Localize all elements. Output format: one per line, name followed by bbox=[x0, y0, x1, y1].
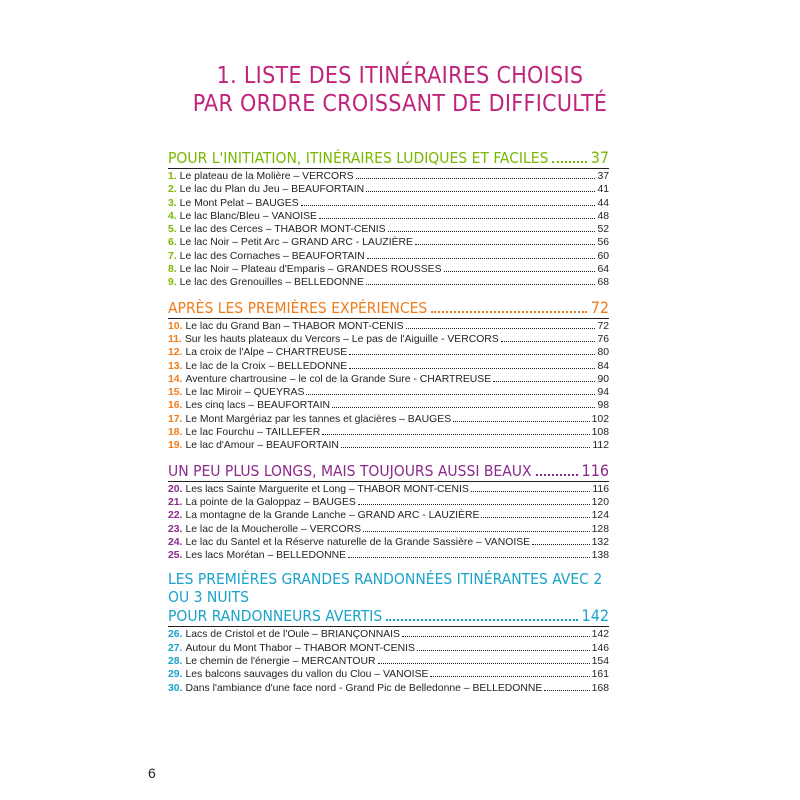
entry-number: 23. bbox=[168, 523, 183, 535]
entry-page: 44 bbox=[597, 197, 609, 209]
toc-entry[interactable] bbox=[168, 549, 609, 562]
entry-page: 48 bbox=[597, 210, 609, 222]
entry-page: 161 bbox=[591, 669, 609, 681]
toc-section bbox=[168, 453, 609, 563]
entry-number: 5. bbox=[168, 224, 177, 236]
toc-entry[interactable] bbox=[168, 682, 609, 695]
entry-title: Le lac Noir – Plateau d'Emparis – GRANDES ROUSSES bbox=[179, 264, 442, 276]
toc-entry[interactable] bbox=[168, 655, 609, 668]
dot-leader bbox=[453, 421, 590, 422]
entry-page: 41 bbox=[597, 184, 609, 196]
entry-number: 6. bbox=[168, 237, 177, 249]
dot-leader bbox=[415, 244, 595, 245]
entry-title: Dans l'ambiance d'une face nord - Grand Pic de Belledonne – BELLEDONNE bbox=[185, 682, 543, 694]
dot-leader bbox=[366, 191, 595, 192]
dot-leader bbox=[349, 368, 595, 369]
entry-title: Le lac Noir – Petit Arc – GRAND ARC - LAUZIÈRE bbox=[179, 237, 413, 249]
entry-title: Le Mont Pelat – BAUGES bbox=[179, 197, 299, 209]
toc-entry[interactable] bbox=[168, 399, 609, 412]
entry-number: 19. bbox=[168, 440, 183, 452]
dot-leader bbox=[366, 284, 596, 285]
entry-page: 64 bbox=[597, 264, 609, 276]
entry-title: Lacs de Cristol et de l'Oule – BRIANÇONNAIS bbox=[185, 629, 400, 641]
toc-entry[interactable] bbox=[168, 642, 609, 655]
entry-number: 26. bbox=[168, 629, 183, 641]
section-heading bbox=[168, 298, 609, 317]
entry-page: 98 bbox=[597, 400, 609, 412]
toc-section bbox=[168, 148, 609, 290]
dot-leader bbox=[493, 381, 595, 382]
entry-title: Le chemin de l'énergie – MERCANTOUR bbox=[185, 656, 376, 668]
toc-entry[interactable] bbox=[168, 346, 609, 359]
entry-title: Le lac d'Amour – BEAUFORTAIN bbox=[185, 440, 339, 452]
toc-entry[interactable] bbox=[168, 439, 609, 452]
entry-number: 9. bbox=[168, 277, 177, 289]
dot-leader bbox=[332, 407, 595, 408]
dot-leader bbox=[552, 161, 586, 163]
entry-number: 8. bbox=[168, 264, 177, 276]
entry-page: 142 bbox=[591, 629, 609, 641]
toc-entry[interactable] bbox=[168, 483, 609, 496]
section-page: 72 bbox=[590, 297, 609, 317]
dot-leader bbox=[430, 676, 589, 677]
entry-number: 12. bbox=[168, 347, 183, 359]
section-heading bbox=[168, 606, 609, 625]
toc-entry[interactable] bbox=[168, 496, 609, 509]
entry-title: Le lac des Cornaches – BEAUFORTAIN bbox=[179, 250, 365, 262]
entry-title: Les lacs Sainte Marguerite et Long – THABOR MONT-CENIS bbox=[185, 483, 469, 495]
entry-title: Le lac de la Croix – BELLEDONNE bbox=[185, 360, 348, 372]
toc-entry[interactable] bbox=[168, 263, 609, 276]
page-title bbox=[0, 62, 800, 118]
toc-entry[interactable] bbox=[168, 523, 609, 536]
toc-section bbox=[168, 562, 609, 694]
section-heading-line: LES PREMIÈRES GRANDES RANDONNÉES ITINÉRANTES AVEC 2 OU 3 NUITS bbox=[168, 570, 603, 607]
dot-leader bbox=[481, 517, 589, 518]
entry-number: 20. bbox=[168, 483, 183, 495]
entry-page: 132 bbox=[591, 536, 609, 548]
entry-page: 60 bbox=[597, 250, 609, 262]
toc-entry[interactable] bbox=[168, 197, 609, 210]
section-heading bbox=[168, 461, 609, 480]
dot-leader bbox=[319, 218, 596, 219]
section-rule bbox=[168, 168, 609, 169]
toc-entry[interactable] bbox=[168, 170, 609, 183]
dot-leader bbox=[356, 178, 596, 179]
dot-leader bbox=[386, 619, 577, 621]
toc-entry[interactable] bbox=[168, 360, 609, 373]
title-line-1: 1. LISTE DES ITINÉRAIRES CHOISIS bbox=[216, 63, 584, 89]
entry-number: 16. bbox=[168, 400, 183, 412]
dot-leader bbox=[431, 311, 586, 313]
entry-page: 128 bbox=[591, 523, 609, 535]
dot-leader bbox=[402, 636, 590, 637]
entry-page: 108 bbox=[591, 427, 609, 439]
entry-title: Aventure chartrousine – le col de la Grande Sure - CHARTREUSE bbox=[185, 373, 492, 385]
section-heading-text: POUR L'INITIATION, ITINÉRAIRES LUDIQUES ET FACILES bbox=[168, 149, 549, 167]
entry-page: 52 bbox=[597, 224, 609, 236]
toc-entry[interactable] bbox=[168, 373, 609, 386]
section-heading-text: APRÈS LES PREMIÈRES EXPÉRIENCES bbox=[168, 298, 428, 317]
entry-number: 10. bbox=[168, 320, 183, 332]
entry-title: Le lac des Cerces – THABOR MONT-CENIS bbox=[179, 224, 386, 236]
toc-entry[interactable] bbox=[168, 333, 609, 346]
entry-title: Les cinq lacs – BEAUFORTAIN bbox=[185, 400, 331, 412]
entry-page: 37 bbox=[597, 171, 609, 182]
section-page: 142 bbox=[581, 606, 609, 626]
entry-title: Le lac des Grenouilles – BELLEDONNE bbox=[179, 277, 364, 289]
entry-title: La montagne de la Grande Lanche – GRAND ARC - LAUZIÈRE bbox=[185, 510, 480, 522]
entry-page: 112 bbox=[592, 440, 609, 452]
toc-entry[interactable] bbox=[168, 413, 609, 426]
dot-leader bbox=[301, 205, 596, 206]
entry-title: Le lac de la Moucherolle – VERCORS bbox=[185, 523, 362, 535]
entry-page: 124 bbox=[591, 510, 609, 522]
dot-leader bbox=[306, 394, 595, 395]
dot-leader bbox=[349, 354, 595, 355]
dot-leader bbox=[501, 341, 596, 342]
dot-leader bbox=[378, 663, 590, 664]
entry-title: Le Mont Margériaz par les tannes et glacières – BAUGES bbox=[185, 413, 452, 425]
table-of-contents bbox=[168, 148, 609, 695]
dot-leader bbox=[417, 650, 590, 651]
entry-number: 1. bbox=[168, 171, 177, 182]
toc-entry[interactable] bbox=[168, 509, 609, 522]
entry-title: Le lac Miroir – QUEYRAS bbox=[185, 387, 305, 399]
section-rule bbox=[168, 481, 609, 482]
entry-number: 2. bbox=[168, 184, 177, 196]
entry-number: 30. bbox=[168, 682, 183, 694]
toc-entry[interactable] bbox=[168, 276, 609, 289]
entry-number: 17. bbox=[168, 413, 183, 425]
section-gap bbox=[168, 453, 609, 461]
entry-title: La pointe de la Galoppaz – BAUGES bbox=[185, 496, 356, 508]
section-page: 116 bbox=[581, 460, 609, 480]
toc-section bbox=[168, 290, 609, 453]
section-gap bbox=[168, 290, 609, 298]
page-number: 6 bbox=[148, 765, 156, 781]
entry-number: 11. bbox=[168, 333, 182, 345]
entry-page: 94 bbox=[597, 387, 609, 399]
entry-page: 146 bbox=[591, 642, 609, 654]
entry-page: 168 bbox=[591, 682, 609, 694]
dot-leader bbox=[406, 328, 596, 329]
entry-page: 84 bbox=[597, 360, 609, 372]
entry-page: 138 bbox=[591, 550, 609, 562]
toc-entry[interactable] bbox=[168, 223, 609, 236]
entry-page: 120 bbox=[591, 496, 609, 508]
entry-page: 116 bbox=[592, 483, 609, 495]
entry-number: 14. bbox=[168, 373, 183, 385]
entry-page: 154 bbox=[591, 656, 609, 668]
entry-title: Autour du Mont Thabor – THABOR MONT-CENIS bbox=[185, 642, 415, 654]
section-heading bbox=[168, 148, 609, 167]
entry-number: 15. bbox=[168, 387, 183, 399]
toc-entry[interactable] bbox=[168, 183, 609, 196]
entry-number: 22. bbox=[168, 510, 183, 522]
dot-leader bbox=[388, 231, 596, 232]
toc-entry[interactable] bbox=[168, 668, 609, 681]
dot-leader bbox=[544, 690, 589, 691]
entry-page: 80 bbox=[597, 347, 609, 359]
entry-number: 28. bbox=[168, 656, 183, 668]
dot-leader bbox=[322, 434, 589, 435]
entry-number: 27. bbox=[168, 642, 183, 654]
entry-title: Le lac du Grand Ban – THABOR MONT-CENIS bbox=[185, 320, 404, 332]
dot-leader bbox=[363, 531, 590, 532]
dot-leader bbox=[471, 491, 591, 492]
section-heading-text: UN PEU PLUS LONGS, MAIS TOUJOURS AUSSI BEAUX bbox=[168, 461, 532, 480]
toc-entry[interactable] bbox=[168, 236, 609, 249]
entry-page: 76 bbox=[597, 333, 609, 345]
toc-entry[interactable] bbox=[168, 536, 609, 549]
entry-page: 56 bbox=[597, 237, 609, 249]
section-rule bbox=[168, 318, 609, 319]
entry-title: Le lac Fourchu – TAILLEFER bbox=[185, 427, 321, 439]
entry-title: Le plateau de la Molière – VERCORS bbox=[179, 171, 354, 182]
toc-entry[interactable] bbox=[168, 628, 609, 641]
entry-number: 21. bbox=[168, 496, 183, 508]
toc-entry[interactable] bbox=[168, 386, 609, 399]
entry-page: 102 bbox=[591, 413, 609, 425]
toc-entry[interactable] bbox=[168, 210, 609, 223]
dot-leader bbox=[532, 544, 590, 545]
entry-number: 18. bbox=[168, 427, 183, 439]
title-line-2: PAR ORDRE CROISSANT DE DIFFICULTÉ bbox=[192, 91, 608, 117]
entry-page: 90 bbox=[597, 373, 609, 385]
entry-number: 29. bbox=[168, 669, 183, 681]
entry-page: 72 bbox=[597, 320, 609, 332]
entry-title: La croix de l'Alpe – CHARTREUSE bbox=[185, 347, 348, 359]
entry-number: 25. bbox=[168, 550, 183, 562]
entry-title: Le lac Blanc/Bleu – VANOISE bbox=[179, 210, 317, 222]
entry-title: Le lac du Plan du Jeu – BEAUFORTAIN bbox=[179, 184, 365, 196]
entry-number: 4. bbox=[168, 210, 177, 222]
entry-title: Sur les hauts plateaux du Vercors – Le pas de l'Aiguille - VERCORS bbox=[184, 333, 499, 345]
entry-number: 13. bbox=[168, 360, 183, 372]
entry-number: 7. bbox=[168, 250, 177, 262]
entry-title: Les balcons sauvages du vallon du Clou – VANOISE bbox=[185, 669, 429, 681]
toc-entry[interactable] bbox=[168, 250, 609, 263]
entry-title: Le lac du Santel et la Réserve naturelle de la Grande Sassière – VANOISE bbox=[185, 536, 531, 548]
section-page: 37 bbox=[590, 148, 609, 167]
dot-leader bbox=[444, 271, 596, 272]
section-heading-text: POUR RANDONNEURS AVERTIS bbox=[168, 607, 383, 626]
dot-leader bbox=[536, 474, 578, 476]
toc-entry[interactable] bbox=[168, 426, 609, 439]
entry-number: 24. bbox=[168, 536, 183, 548]
dot-leader bbox=[367, 258, 596, 259]
entry-number: 3. bbox=[168, 197, 177, 209]
dot-leader bbox=[348, 557, 590, 558]
dot-leader bbox=[341, 447, 590, 448]
dot-leader bbox=[358, 504, 590, 505]
section-rule bbox=[168, 626, 609, 627]
entry-page: 68 bbox=[597, 277, 609, 289]
entry-title: Les lacs Morétan – BELLEDONNE bbox=[185, 550, 347, 562]
toc-entry[interactable] bbox=[168, 320, 609, 333]
